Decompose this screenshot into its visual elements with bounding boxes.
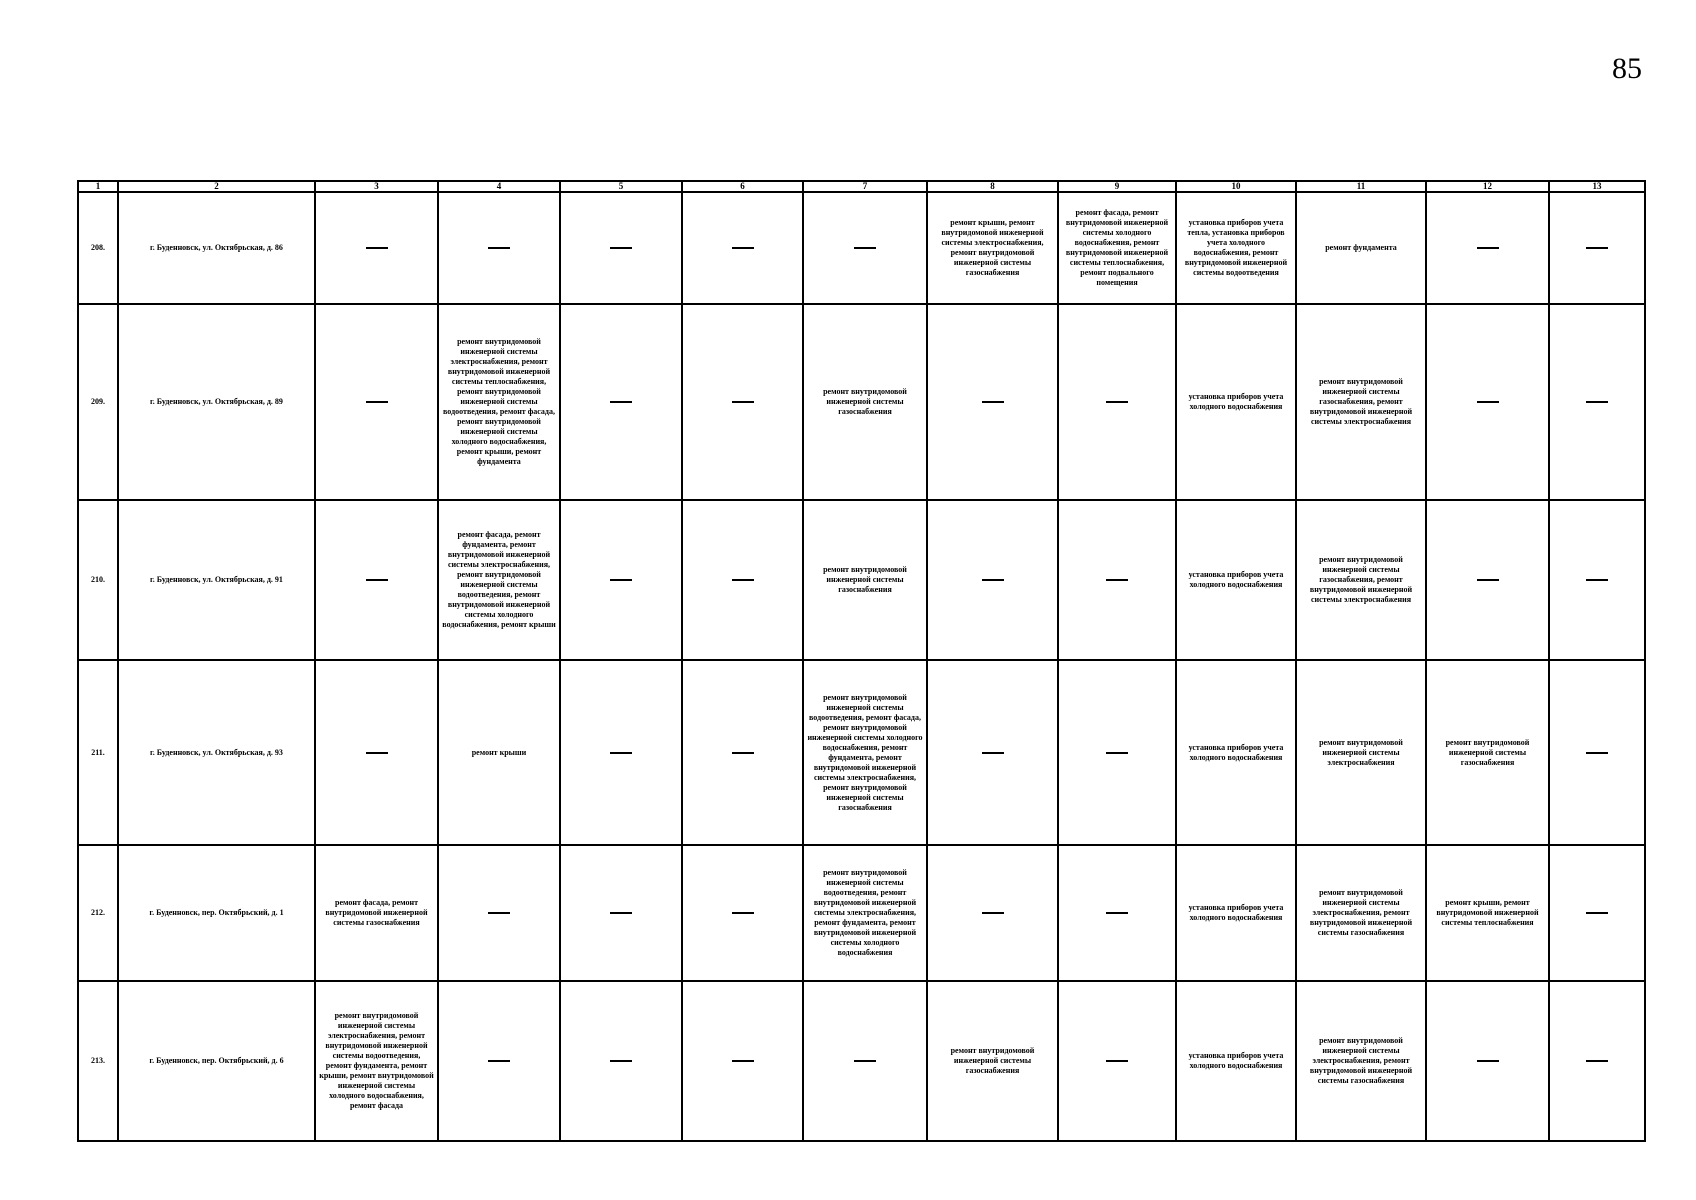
address-cell: г. Буденновск, ул. Октябрьская, д. 86 bbox=[118, 192, 315, 304]
empty-cell bbox=[1426, 192, 1549, 304]
row-number: 210. bbox=[78, 500, 118, 660]
empty-cell bbox=[927, 500, 1058, 660]
dash-mark bbox=[854, 247, 876, 249]
work-cell: ремонт внутридомовой инженерной системы электроснабжения, ремонт внутридомовой инженерной системы водоотведения, ремонт фундамента, ремонт крыши, ремонт внутридомовой инженерной системы холодного водоснабжения, ремонт фасада bbox=[315, 981, 438, 1141]
work-cell: ремонт крыши, ремонт внутридомовой инженерной системы электроснабжения, ремонт внутридомовой инженерной системы газоснабжения bbox=[927, 192, 1058, 304]
address-cell: г. Буденновск, ул. Октябрьская, д. 91 bbox=[118, 500, 315, 660]
column-header: 8 bbox=[927, 181, 1058, 192]
row-number: 213. bbox=[78, 981, 118, 1141]
dash-mark bbox=[1477, 1060, 1499, 1062]
row-number: 208. bbox=[78, 192, 118, 304]
dash-mark bbox=[366, 579, 388, 581]
dash-mark bbox=[732, 401, 754, 403]
empty-cell bbox=[560, 981, 682, 1141]
empty-cell bbox=[927, 660, 1058, 845]
empty-cell bbox=[1549, 981, 1645, 1141]
empty-cell bbox=[1058, 845, 1176, 981]
table-row bbox=[78, 660, 1645, 845]
dash-mark bbox=[366, 752, 388, 754]
dash-mark bbox=[488, 912, 510, 914]
column-header: 2 bbox=[118, 181, 315, 192]
dash-mark bbox=[1477, 247, 1499, 249]
empty-cell bbox=[1426, 500, 1549, 660]
empty-cell bbox=[682, 845, 803, 981]
dash-mark bbox=[610, 579, 632, 581]
empty-cell bbox=[438, 192, 560, 304]
dash-mark bbox=[610, 912, 632, 914]
empty-cell bbox=[560, 304, 682, 500]
empty-cell bbox=[560, 500, 682, 660]
dash-mark bbox=[732, 247, 754, 249]
column-header: 5 bbox=[560, 181, 682, 192]
empty-cell bbox=[1549, 192, 1645, 304]
work-cell: установка приборов учета холодного водоснабжения bbox=[1176, 981, 1296, 1141]
table-row bbox=[78, 192, 1645, 304]
dash-mark bbox=[982, 401, 1004, 403]
work-cell: установка приборов учета холодного водоснабжения bbox=[1176, 845, 1296, 981]
empty-cell bbox=[560, 660, 682, 845]
dash-mark bbox=[982, 912, 1004, 914]
work-cell: ремонт внутридомовой инженерной системы водоотведения, ремонт фасада, ремонт внутридомовой инженерной системы холодного водоснабжения, ремонт фундамента, ремонт внутридомовой инженерной системы электроснабжения, ремонт внутридомовой инженерной системы газоснабжения bbox=[803, 660, 927, 845]
dash-mark bbox=[1586, 247, 1608, 249]
address-cell: г. Буденновск, ул. Октябрьская, д. 89 bbox=[118, 304, 315, 500]
row-number: 212. bbox=[78, 845, 118, 981]
work-cell: ремонт внутридомовой инженерной системы газоснабжения bbox=[1426, 660, 1549, 845]
work-cell: ремонт внутридомовой инженерной системы газоснабжения bbox=[803, 304, 927, 500]
row-number: 209. bbox=[78, 304, 118, 500]
empty-cell bbox=[1549, 660, 1645, 845]
column-header: 7 bbox=[803, 181, 927, 192]
column-header: 11 bbox=[1296, 181, 1426, 192]
dash-mark bbox=[366, 401, 388, 403]
address-cell: г. Буденновск, ул. Октябрьская, д. 93 bbox=[118, 660, 315, 845]
dash-mark bbox=[1586, 752, 1608, 754]
work-cell: ремонт внутридомовой инженерной системы электроснабжения, ремонт внутридомовой инженерной системы газоснабжения bbox=[1296, 845, 1426, 981]
work-cell: ремонт фасада, ремонт внутридомовой инженерной системы холодного водоснабжения, ремонт внутридомовой инженерной системы теплоснабжения, ремонт подвального помещения bbox=[1058, 192, 1176, 304]
page-number: 85 bbox=[1612, 52, 1642, 85]
table-row bbox=[78, 845, 1645, 981]
empty-cell bbox=[927, 304, 1058, 500]
empty-cell bbox=[1058, 304, 1176, 500]
work-cell: ремонт внутридомовой инженерной системы водоотведения, ремонт внутридомовой инженерной системы электроснабжения, ремонт фундамента, ремонт внутридомовой инженерной системы холодного водоснабжения bbox=[803, 845, 927, 981]
work-cell: ремонт внутридомовой инженерной системы газоснабжения, ремонт внутридомовой инженерной системы электроснабжения bbox=[1296, 500, 1426, 660]
column-header: 13 bbox=[1549, 181, 1645, 192]
work-cell: установка приборов учета холодного водоснабжения bbox=[1176, 304, 1296, 500]
work-cell: ремонт фасада, ремонт фундамента, ремонт внутридомовой инженерной системы электроснабжения, ремонт внутридомовой инженерной системы водоотведения, ремонт внутридомовой инженерной системы холодного водоснабжения, ремонт крыши bbox=[438, 500, 560, 660]
dash-mark bbox=[1106, 752, 1128, 754]
table-row bbox=[78, 500, 1645, 660]
dash-mark bbox=[1106, 579, 1128, 581]
empty-cell bbox=[1426, 981, 1549, 1141]
dash-mark bbox=[488, 247, 510, 249]
work-cell: ремонт фундамента bbox=[1296, 192, 1426, 304]
address-cell: г. Буденновск, пер. Октябрьский, д. 6 bbox=[118, 981, 315, 1141]
empty-cell bbox=[682, 981, 803, 1141]
dash-mark bbox=[1106, 912, 1128, 914]
table-row bbox=[78, 304, 1645, 500]
empty-cell bbox=[927, 845, 1058, 981]
dash-mark bbox=[732, 579, 754, 581]
empty-cell bbox=[682, 304, 803, 500]
dash-mark bbox=[1586, 1060, 1608, 1062]
dash-mark bbox=[610, 401, 632, 403]
empty-cell bbox=[682, 500, 803, 660]
column-header: 10 bbox=[1176, 181, 1296, 192]
work-cell: ремонт внутридомовой инженерной системы газоснабжения bbox=[803, 500, 927, 660]
empty-cell bbox=[803, 192, 927, 304]
table-row bbox=[78, 981, 1645, 1141]
column-header: 12 bbox=[1426, 181, 1549, 192]
dash-mark bbox=[1477, 401, 1499, 403]
dash-mark bbox=[1477, 579, 1499, 581]
empty-cell bbox=[1549, 304, 1645, 500]
empty-cell bbox=[315, 192, 438, 304]
empty-cell bbox=[803, 981, 927, 1141]
work-cell: установка приборов учета холодного водоснабжения bbox=[1176, 500, 1296, 660]
dash-mark bbox=[982, 579, 1004, 581]
column-header: 9 bbox=[1058, 181, 1176, 192]
work-cell: ремонт крыши, ремонт внутридомовой инженерной системы теплоснабжения bbox=[1426, 845, 1549, 981]
work-cell: ремонт внутридомовой инженерной системы газоснабжения, ремонт внутридомовой инженерной системы электроснабжения bbox=[1296, 304, 1426, 500]
dash-mark bbox=[610, 1060, 632, 1062]
address-cell: г. Буденновск, пер. Октябрьский, д. 1 bbox=[118, 845, 315, 981]
dash-mark bbox=[732, 912, 754, 914]
work-cell: установка приборов учета холодного водоснабжения bbox=[1176, 660, 1296, 845]
dash-mark bbox=[1586, 912, 1608, 914]
dash-mark bbox=[1586, 579, 1608, 581]
empty-cell bbox=[1058, 660, 1176, 845]
column-header: 6 bbox=[682, 181, 803, 192]
dash-mark bbox=[366, 247, 388, 249]
dash-mark bbox=[732, 1060, 754, 1062]
work-cell: ремонт внутридомовой инженерной системы электроснабжения, ремонт внутридомовой инженерной системы теплоснабжения, ремонт внутридомовой инженерной системы водоотведения, ремонт фасада, ремонт внутридомовой инженерной системы холодного водоснабжения, ремонт крыши, ремонт фундамента bbox=[438, 304, 560, 500]
column-header: 1 bbox=[78, 181, 118, 192]
empty-cell bbox=[315, 304, 438, 500]
empty-cell bbox=[682, 660, 803, 845]
empty-cell bbox=[560, 845, 682, 981]
dash-mark bbox=[610, 247, 632, 249]
empty-cell bbox=[560, 192, 682, 304]
dash-mark bbox=[1586, 401, 1608, 403]
empty-cell bbox=[1058, 981, 1176, 1141]
work-cell: ремонт фасада, ремонт внутридомовой инженерной системы газоснабжения bbox=[315, 845, 438, 981]
work-cell: ремонт внутридомовой инженерной системы электроснабжения, ремонт внутридомовой инженерной системы газоснабжения bbox=[1296, 981, 1426, 1141]
dash-mark bbox=[1106, 1060, 1128, 1062]
work-cell: ремонт внутридомовой инженерной системы газоснабжения bbox=[927, 981, 1058, 1141]
empty-cell bbox=[1549, 845, 1645, 981]
column-header: 3 bbox=[315, 181, 438, 192]
empty-cell bbox=[1426, 304, 1549, 500]
empty-cell bbox=[438, 845, 560, 981]
dash-mark bbox=[732, 752, 754, 754]
column-header: 4 bbox=[438, 181, 560, 192]
dash-mark bbox=[854, 1060, 876, 1062]
work-cell: установка приборов учета тепла, установка приборов учета холодного водоснабжения, ремонт внутридомовой инженерной системы водоотведения bbox=[1176, 192, 1296, 304]
dash-mark bbox=[1106, 401, 1128, 403]
work-cell: ремонт крыши bbox=[438, 660, 560, 845]
empty-cell bbox=[315, 660, 438, 845]
work-cell: ремонт внутридомовой инженерной системы электроснабжения bbox=[1296, 660, 1426, 845]
empty-cell bbox=[1549, 500, 1645, 660]
empty-cell bbox=[682, 192, 803, 304]
dash-mark bbox=[610, 752, 632, 754]
repair-schedule-table bbox=[77, 180, 1646, 1142]
dash-mark bbox=[488, 1060, 510, 1062]
empty-cell bbox=[1058, 500, 1176, 660]
dash-mark bbox=[982, 752, 1004, 754]
column-number-row bbox=[78, 181, 1645, 192]
row-number: 211. bbox=[78, 660, 118, 845]
empty-cell bbox=[438, 981, 560, 1141]
empty-cell bbox=[315, 500, 438, 660]
